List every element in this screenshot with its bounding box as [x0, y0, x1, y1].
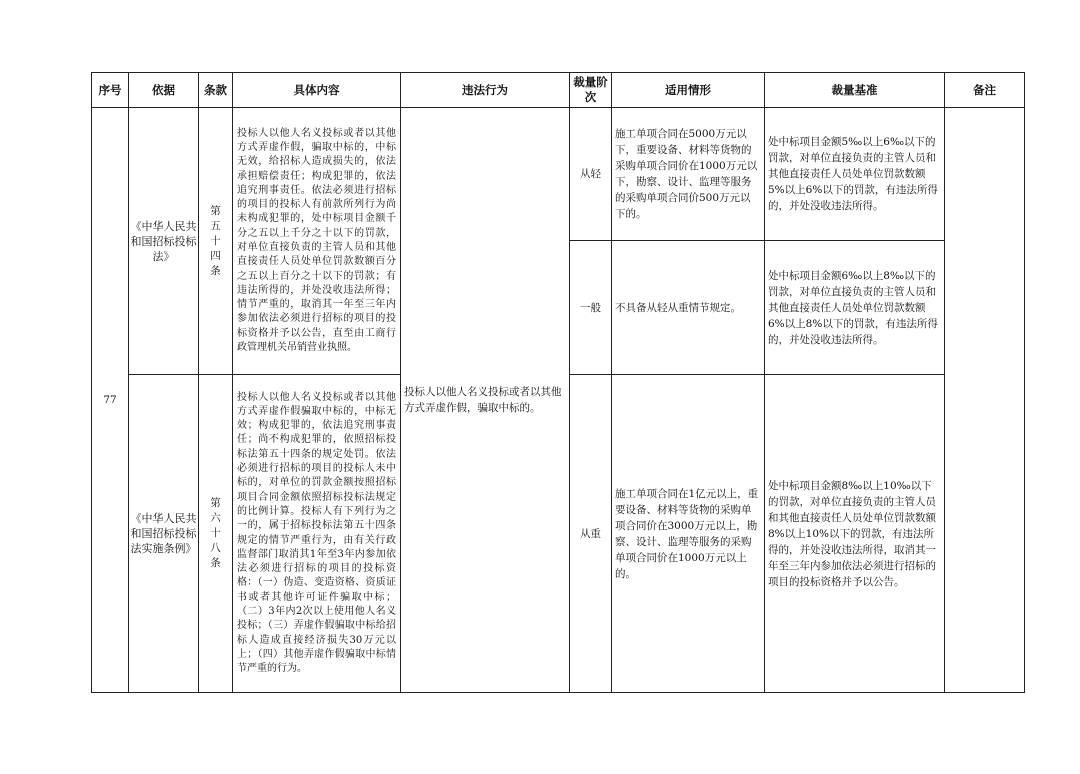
content-cell-regulation: 投标人以他人名义投标或者以其他方式弄虚作假骗取中标的，中标无效；构成犯罪的，依法追究刑事责任；尚不构成犯罪的，依照招标投标法第五十四条的规定处罚。依法必须进行招标的项目的投标人未中标的，对单位的罚款金额按照招标项目合同金额依照招标投标法规定的比例计算。投标人有下列行为之一的，属于招标投标法第五十四条规定的情节严重行为，由有关行政监督部门取消其1年至3年内参加依法必须进行招标的项目的投标资格：（一）伪造、变造资格、资质证书或者其他许可证件骗取中标；（二）3年内2次以上使用他人名义投标；（三）弄虚作假骗取中标给招标人造成直接经济损失30万元以上；（四）其他弄虚作假骗取中标情节严重的行为。: [233, 375, 401, 693]
circumstance-cell-light: 施工单项合同在5000万元以下，重要设备、材料等货物的采购单项合同价在1000万元以下，勘察、设计、监理等服务的采购单项合同价500万元以下的。: [612, 108, 765, 241]
header-circumstance: 适用情形: [612, 73, 765, 108]
header-content: 具体内容: [233, 73, 401, 108]
clause-cell-law: 第 五 十 四 条: [199, 108, 233, 375]
remark-cell: [945, 108, 1025, 693]
level-cell-normal: 一般: [570, 241, 612, 375]
header-clause: 条款: [199, 73, 233, 108]
circumstance-cell-heavy: 施工单项合同在1亿元以上，重要设备、材料等货物的采购单项合同价在3000万元以上，勘察、设计、监理等服务的采购单项合同价在1000万元以上的。: [612, 375, 765, 693]
penalty-table: [91, 72, 1025, 693]
level-cell-heavy: 从重: [570, 375, 612, 693]
clause-cell-regulation: 第 六 十 八 条: [199, 375, 233, 693]
basis-cell-regulation: 《中华人民共和国招标投标法实施条例》: [129, 375, 199, 693]
circumstance-cell-normal: 不具备从轻从重情节规定。: [612, 241, 765, 375]
seq-cell: 77: [92, 108, 129, 693]
standard-cell-heavy: 处中标项目金额8‰以上10‰以下的罚款，对单位直接负责的主管人员和其他直接责任人员处单位罚款数额8%以上10%以下的罚款，有违法所得的，并处没收违法所得，取消其一年至三年内参加依法必须进行招标的项目的投标资格并予以公告。: [765, 375, 945, 693]
header-seq: 序号: [92, 73, 129, 108]
header-level: 裁量阶次: [570, 73, 612, 108]
content-cell-law: 投标人以他人名义投标或者以其他方式弄虚作假，骗取中标的，中标无效，给招标人造成损失的，依法承担赔偿责任；构成犯罪的，依法追究刑事责任。依法必须进行招标的项目的投标人有前款所列行为尚未构成犯罪的，处中标项目金额千分之五以上千分之十以下的罚款，对单位直接负责的主管人员和其他直接责任人员处单位罚款数额百分之五以上百分之十以下的罚款；有违法所得的，并处没收违法所得；情节严重的，取消其一年至三年内参加依法必须进行招标的项目的投标资格并予以公告，直至由工商行政管理机关吊销营业执照。: [233, 108, 401, 375]
standard-cell-light: 处中标项目金额5‰以上6‰以下的罚款，对单位直接负责的主管人员和其他直接责任人员处单位罚款数额5%以上6%以下的罚款，有违法所得的，并处没收违法所得。: [765, 108, 945, 241]
level-cell-light: 从轻: [570, 108, 612, 241]
standard-cell-normal: 处中标项目金额6‰以上8‰以下的罚款，对单位直接负责的主管人员和其他直接责任人员处单位罚款数额6%以上8%以下的罚款，有违法所得的，并处没收违法所得。: [765, 241, 945, 375]
header-remark: 备注: [945, 73, 1025, 108]
header-violation: 违法行为: [401, 73, 570, 108]
header-basis: 依据: [129, 73, 199, 108]
basis-cell-law: 《中华人民共和国招标投标法》: [129, 108, 199, 375]
header-standard: 裁量基准: [765, 73, 945, 108]
header-row: [92, 73, 1025, 108]
table-row: [92, 108, 1025, 241]
violation-cell: 投标人以他人名义投标或者以其他方式弄虚作假，骗取中标的。: [401, 108, 570, 693]
